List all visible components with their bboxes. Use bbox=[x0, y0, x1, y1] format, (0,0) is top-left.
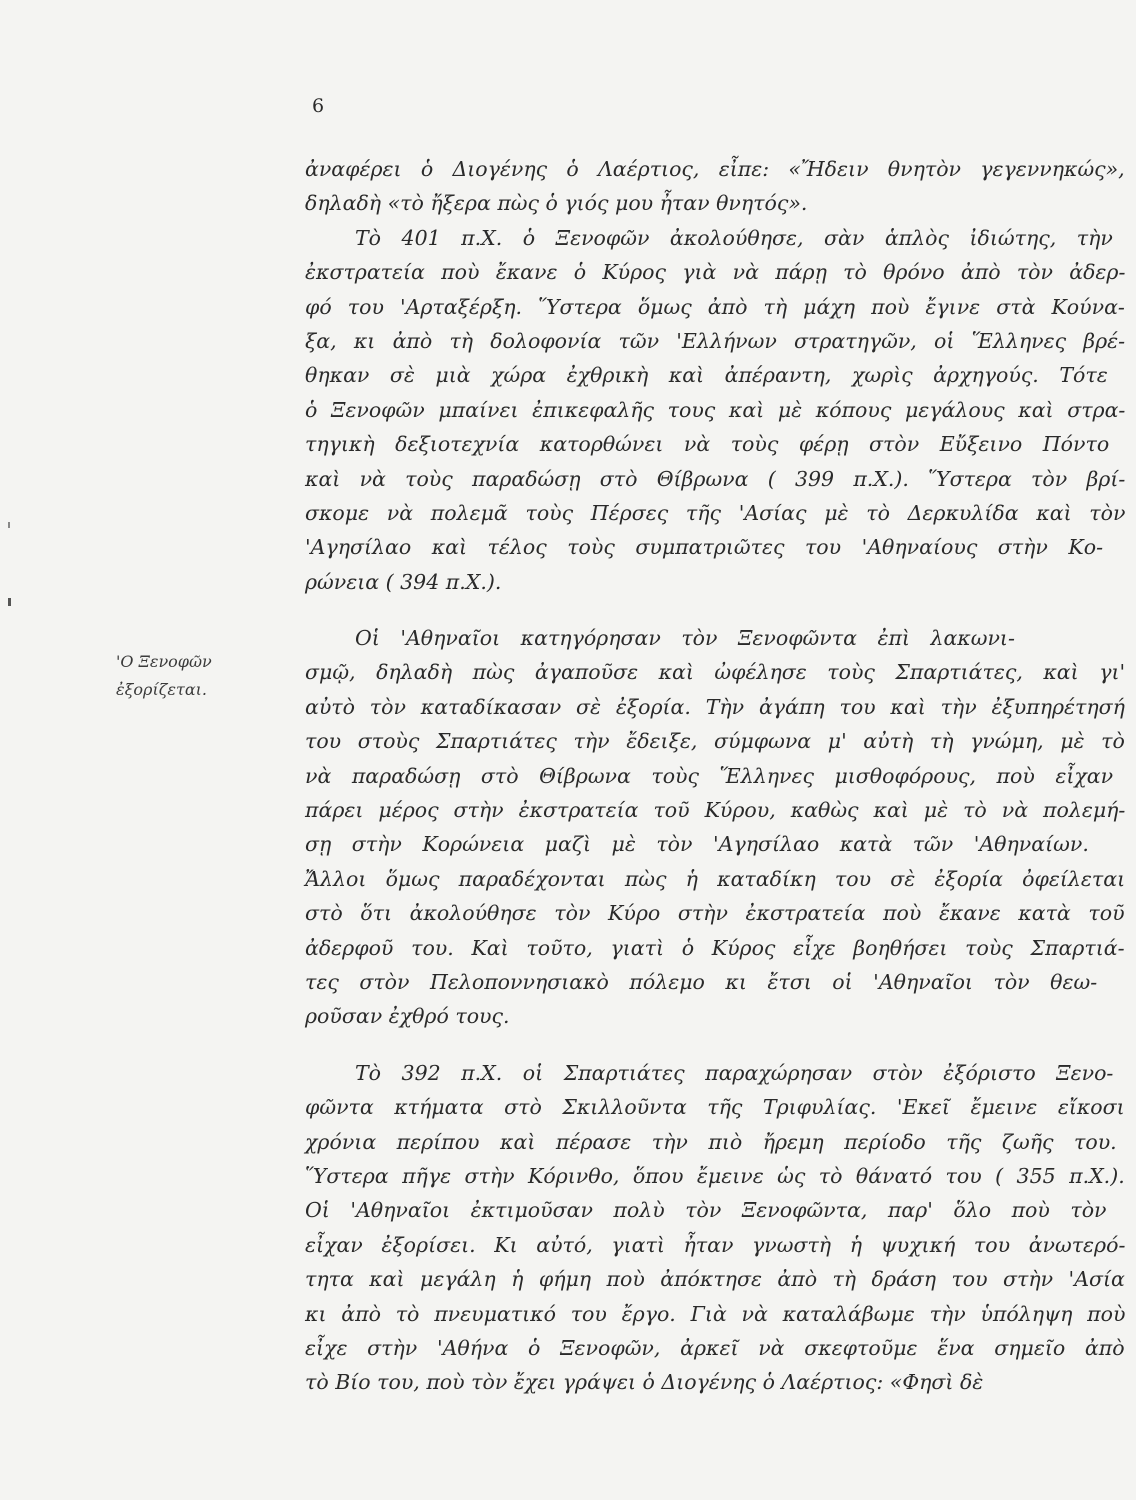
scan-mark bbox=[8, 598, 11, 606]
paragraph-gap bbox=[305, 1034, 1125, 1056]
text-line: ἀδερφοῦ του. Καὶ τοῦτο, γιατὶ ὁ Κύρος εἶχε βοηθήσει τοὺς Σπαρτιά- bbox=[305, 935, 1125, 960]
text-line: Ἄλλοι ὅμως παραδέχονται πὼς ἡ καταδίκη του σὲ ἐξορία ὀφείλεται bbox=[305, 866, 1126, 891]
text-line: στὸ ὅτι ἀκολούθησε τὸν Κύρο στὴν ἐκστρατεία ποὺ ἔκανε κατὰ τοῦ bbox=[305, 901, 1125, 926]
text-line: δηλαδὴ «τὸ ἤξερα πὼς ὁ γιός μου ἦταν θνητός». bbox=[305, 191, 808, 216]
text-line: νὰ παραδώσῃ στὸ Θίβρωνα τοὺς Ἕλληνες μισθοφόρους, ποὺ εἶχαν bbox=[305, 763, 1114, 788]
text-line: κι ἀπὸ τὸ πνευματικό του ἔργο. Γιὰ νὰ καταλάβωμε τὴν ὑπόληψη ποὺ bbox=[305, 1301, 1126, 1326]
text-line: σκομε νὰ πολεμᾶ τοὺς Πέρσες τῆς 'Ασίας μὲ τὸ Δερκυλίδα καὶ τὸν bbox=[305, 500, 1126, 525]
text-line: ὁ Ξενοφῶν μπαίνει ἐπικεφαλῆς τους καὶ μὲ κόπους μεγάλους καὶ στρα- bbox=[305, 397, 1126, 422]
text-line: χρόνια περίπου καὶ πέρασε τὴν πιὸ ἤρεμη περίοδο τῆς ζωῆς του. bbox=[305, 1129, 1117, 1154]
text-line: σμῷ, δηλαδὴ πὼς ἀγαποῦσε καὶ ὠφέλησε τοὺς Σπαρτιάτες, καὶ γι' bbox=[305, 660, 1126, 685]
text-line: ἐκστρατεία ποὺ ἔκανε ὁ Κύρος γιὰ νὰ πάρῃ τὸ θρόνο ἀπὸ τὸν ἀδερ- bbox=[305, 260, 1126, 285]
margin-note-line: 'Ο Ξενοφῶν bbox=[116, 652, 212, 671]
text-line: του στοὺς Σπαρτιάτες τὴν ἔδειξε, σύμφωνα μ' αὐτὴ τὴ γνώμη, μὲ τὸ bbox=[305, 729, 1125, 754]
text-line: Οἱ 'Αθηναῖοι κατηγόρησαν τὸν Ξενοφῶντα ἐπὶ λακωνι- bbox=[355, 626, 1015, 651]
text-line: ρώνεια ( 394 π.Χ.). bbox=[305, 569, 502, 594]
text-line: θηκαν σὲ μιὰ χώρα ἐχθρικὴ καὶ ἀπέραντη, χωρὶς ἀρχηγούς. Τότε bbox=[305, 363, 1108, 388]
text-line: 'Αγησίλαο καὶ τέλος τοὺς συμπατριῶτες του 'Αθηναίους στὴν Κο- bbox=[305, 535, 1103, 560]
paragraph bbox=[305, 621, 1125, 1034]
text-line: εἶχε στὴν 'Αθήνα ὁ Ξενοφῶν, ἀρκεῖ νὰ σκεφτοῦμε ἕνα σημεῖο ἀπὸ bbox=[305, 1335, 1125, 1360]
text-line: τες στὸν Πελοποννησιακὸ πόλεμο κι ἔτσι οἱ 'Αθηναῖοι τὸν θεω- bbox=[305, 969, 1098, 994]
text-line: τητα καὶ μεγάλη ἡ φήμη ποὺ ἀπόκτησε ἀπὸ τὴ δράση του στὴν 'Ασία bbox=[305, 1267, 1125, 1292]
text-line: σῃ στὴν Κορώνεια μαζὶ μὲ τὸν 'Αγησίλαο κατὰ τῶν 'Αθηναίων. bbox=[305, 832, 1089, 857]
body-text bbox=[305, 152, 1125, 1400]
text-line: καὶ νὰ τοὺς παραδώσῃ στὸ Θίβρωνα ( 399 π.Χ.). Ὕστερα τὸν βρί- bbox=[305, 466, 1126, 491]
text-line: ροῦσαν ἐχθρό τους. bbox=[305, 1004, 510, 1029]
text-line: Τὸ 392 π.Χ. οἱ Σπαρτιάτες παραχώρησαν στὸν ἐξόριστο Ξενο- bbox=[355, 1060, 1114, 1085]
margin-note bbox=[116, 648, 212, 704]
paragraph bbox=[305, 152, 1125, 221]
text-line: Οἱ 'Αθηναῖοι ἐκτιμοῦσαν πολὺ τὸν Ξενοφῶντα, παρ' ὅλο ποὺ τὸν bbox=[305, 1198, 1107, 1223]
paragraph bbox=[305, 221, 1125, 599]
text-line: ξα, κι ἀπὸ τὴ δολοφονία τῶν 'Ελλήνων στρατηγῶν, οἱ Ἕλληνες βρέ- bbox=[305, 328, 1126, 353]
paragraph-gap bbox=[305, 599, 1125, 621]
text-line: φό του 'Αρταξέρξη. Ὕστερα ὅμως ἀπὸ τὴ μάχη ποὺ ἔγινε στὰ Κούνα- bbox=[305, 294, 1125, 319]
text-line: Τὸ 401 π.Χ. ὁ Ξενοφῶν ἀκολούθησε, σὰν ἁπλὸς ἰδιώτης, τὴν bbox=[355, 225, 1113, 250]
paragraph bbox=[305, 1056, 1125, 1400]
margin-note-line: ἐξορίζεται. bbox=[116, 680, 207, 699]
text-line: εἶχαν ἐξορίσει. Κι αὐτό, γιατὶ ἦταν γνωστὴ ἡ ψυχική του ἀνωτερό- bbox=[305, 1232, 1126, 1257]
text-line: ἀναφέρει ὁ Διογένης ὁ Λαέρτιος, εἶπε: «Ἤδειν θνητὸν γεγεννηκώς», bbox=[305, 157, 1125, 181]
text-line: πάρει μέρος στὴν ἐκστρατεία τοῦ Κύρου, καθὼς καὶ μὲ τὸ νὰ πολεμή- bbox=[305, 798, 1126, 823]
page-number: 6 bbox=[312, 95, 325, 117]
text-line: Ὕστερα πῆγε στὴν Κόρινθο, ὅπου ἔμεινε ὡς τὸ θάνατό του ( 355 π.Χ.). bbox=[305, 1163, 1125, 1188]
text-line: αὐτὸ τὸν καταδίκασαν σὲ ἐξορία. Τὴν ἀγάπη του καὶ τὴν ἐξυπηρέτησή bbox=[305, 694, 1125, 719]
text-line: τὸ Βίο του, ποὺ τὸν ἔχει γράψει ὁ Διογένης ὁ Λαέρτιος: «Φησὶ δὲ bbox=[305, 1370, 984, 1395]
text-line: τηγικὴ δεξιοτεχνία κατορθώνει νὰ τοὺς φέρῃ στὸν Εὔξεινο Πόντο bbox=[305, 432, 1110, 457]
text-line: φῶντα κτήματα στὸ Σκιλλοῦντα τῆς Τριφυλίας. 'Εκεῖ ἔμεινε εἴκοσι bbox=[305, 1095, 1125, 1120]
scan-mark bbox=[8, 522, 10, 528]
